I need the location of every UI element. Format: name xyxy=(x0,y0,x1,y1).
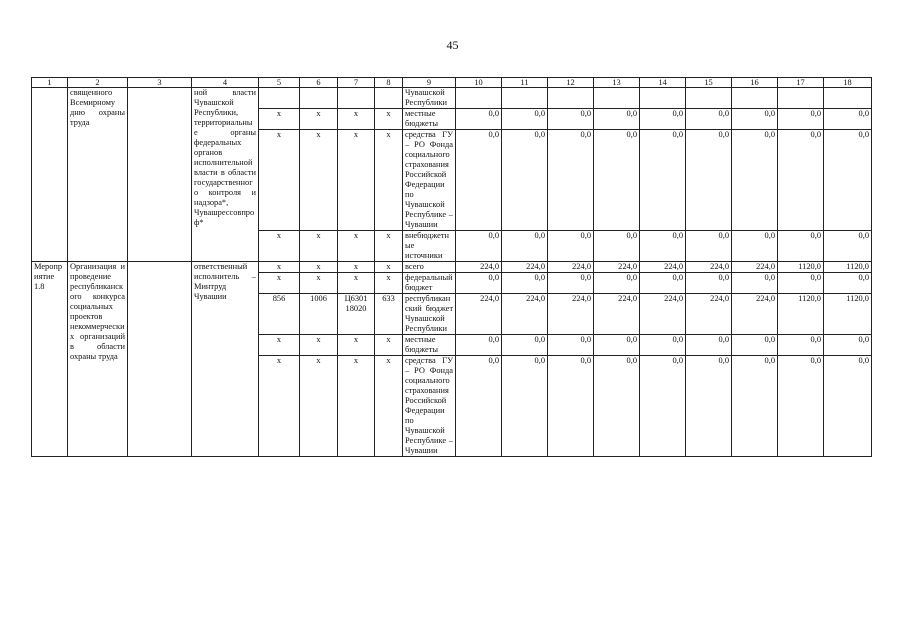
grbs-code-cell: x xyxy=(259,335,300,356)
source-cell: средства ГУ – РО Фонда социального страхования Российской Федерации по Чувашской Республике – Чувашии xyxy=(403,356,456,457)
header-cell: 16 xyxy=(732,78,778,88)
value-cell: 224,0 xyxy=(502,294,548,335)
target-code-cell: x xyxy=(338,231,375,262)
header-row xyxy=(32,78,872,88)
target-code-cell: x xyxy=(338,109,375,130)
grbs-code-cell: x xyxy=(259,356,300,457)
source-cell: федеральный бюджет xyxy=(403,273,456,294)
value-cell: 0,0 xyxy=(594,356,640,457)
value-cell: 0,0 xyxy=(732,356,778,457)
expense-code-cell: x xyxy=(375,356,403,457)
event-title-cell: Организация и проведение республиканского конкурса социальных проектов некоммерческих организаций в области охраны труда xyxy=(68,262,128,457)
value-cell: 0,0 xyxy=(732,109,778,130)
value-cell: 0,0 xyxy=(778,109,824,130)
target-code-cell: x xyxy=(338,262,375,273)
value-cell: 1120,0 xyxy=(824,294,872,335)
value-cell: 0,0 xyxy=(640,273,686,294)
value-cell: 0,0 xyxy=(456,273,502,294)
expense-code-cell: x xyxy=(375,231,403,262)
value-cell: 1120,0 xyxy=(778,294,824,335)
source-cell: всего xyxy=(403,262,456,273)
expense-code-cell: x xyxy=(375,335,403,356)
value-cell: 224,0 xyxy=(640,262,686,273)
value-cell: 0,0 xyxy=(594,273,640,294)
source-cell: республиканский бюджет Чувашской Республики xyxy=(403,294,456,335)
target-code-cell: x xyxy=(338,356,375,457)
value-cell: 0,0 xyxy=(686,109,732,130)
section-code-cell: x xyxy=(300,262,338,273)
value-cell: 224,0 xyxy=(502,262,548,273)
value-cell: 0,0 xyxy=(640,356,686,457)
table-row xyxy=(32,88,872,109)
header-cell: 11 xyxy=(502,78,548,88)
section-code-cell: x xyxy=(300,231,338,262)
grbs-code-cell: x xyxy=(259,273,300,294)
value-cell: 0,0 xyxy=(732,130,778,231)
value-cell: 0,0 xyxy=(778,356,824,457)
value-cell: 0,0 xyxy=(732,273,778,294)
value-cell: 0,0 xyxy=(502,231,548,262)
header-cell: 8 xyxy=(375,78,403,88)
value-cell: 0,0 xyxy=(594,335,640,356)
page-number: 45 xyxy=(446,38,459,52)
source-cell: Чувашской Республики xyxy=(403,88,456,109)
event-title-cell: священного Всемирному дню охраны труда xyxy=(68,88,128,262)
table-row xyxy=(32,262,872,273)
value-cell: 0,0 xyxy=(640,130,686,231)
value-cell: 0,0 xyxy=(456,109,502,130)
value-cell: 1120,0 xyxy=(778,262,824,273)
cell-col1 xyxy=(32,88,68,262)
value-cell: 0,0 xyxy=(548,231,594,262)
section-code-cell: x xyxy=(300,335,338,356)
value-cell: 0,0 xyxy=(778,130,824,231)
value-cell: 224,0 xyxy=(686,262,732,273)
value-cell: 224,0 xyxy=(640,294,686,335)
value-cell: 224,0 xyxy=(686,294,732,335)
value-cell: 0,0 xyxy=(502,335,548,356)
expense-code-cell: x xyxy=(375,130,403,231)
header-cell: 9 xyxy=(403,78,456,88)
value-cell: 0,0 xyxy=(640,231,686,262)
target-code-cell: x xyxy=(338,130,375,231)
value-cell: 0,0 xyxy=(732,231,778,262)
grbs-code-cell: x xyxy=(259,130,300,231)
section-code-cell: x xyxy=(300,273,338,294)
value-cell: 0,0 xyxy=(548,109,594,130)
value-cell: 224,0 xyxy=(456,262,502,273)
value-cell: 0,0 xyxy=(502,356,548,457)
source-cell: местные бюджеты xyxy=(403,335,456,356)
cell-col3 xyxy=(128,88,192,262)
value-cell: 0,0 xyxy=(824,130,872,231)
value-cell: 0,0 xyxy=(502,273,548,294)
header-cell: 10 xyxy=(456,78,502,88)
value-cell: 0,0 xyxy=(824,335,872,356)
value-cell: 0,0 xyxy=(548,273,594,294)
budget-table xyxy=(31,77,872,457)
value-cell: 224,0 xyxy=(548,294,594,335)
value-cell: 224,0 xyxy=(548,262,594,273)
value-cell: 0,0 xyxy=(640,335,686,356)
grbs-code-cell: x xyxy=(259,231,300,262)
value-cell: 224,0 xyxy=(594,294,640,335)
expense-code-cell: x xyxy=(375,262,403,273)
value-cell: 0,0 xyxy=(686,273,732,294)
header-cell: 3 xyxy=(128,78,192,88)
value-cell: 0,0 xyxy=(594,231,640,262)
value-cell: 0,0 xyxy=(456,335,502,356)
value-cell: 0,0 xyxy=(548,356,594,457)
value-cell: 0,0 xyxy=(686,356,732,457)
value-cell: 0,0 xyxy=(778,335,824,356)
value-cell: 0,0 xyxy=(824,231,872,262)
value-cell: 0,0 xyxy=(594,130,640,231)
value-cell: 0,0 xyxy=(456,130,502,231)
target-code-cell: x xyxy=(338,273,375,294)
grbs-code-cell: 856 xyxy=(259,294,300,335)
header-cell: 4 xyxy=(192,78,259,88)
header-cell: 13 xyxy=(594,78,640,88)
header-cell: 7 xyxy=(338,78,375,88)
value-cell: 0,0 xyxy=(824,109,872,130)
expense-code-cell: x xyxy=(375,273,403,294)
value-cell: 0,0 xyxy=(640,109,686,130)
target-code-cell: x xyxy=(338,335,375,356)
expense-code-cell: x xyxy=(375,109,403,130)
value-cell: 0,0 xyxy=(456,356,502,457)
value-cell: 0,0 xyxy=(686,130,732,231)
value-cell: 224,0 xyxy=(456,294,502,335)
value-cell: 1120,0 xyxy=(824,262,872,273)
section-code-cell: 1006 xyxy=(300,294,338,335)
expense-code-cell: 633 xyxy=(375,294,403,335)
value-cell: 0,0 xyxy=(824,356,872,457)
header-cell: 5 xyxy=(259,78,300,88)
header-cell: 1 xyxy=(32,78,68,88)
value-cell: 224,0 xyxy=(732,294,778,335)
header-cell: 15 xyxy=(686,78,732,88)
grbs-code-cell: x xyxy=(259,262,300,273)
target-code-cell: Ц6301 18020 xyxy=(338,294,375,335)
header-cell: 12 xyxy=(548,78,594,88)
source-cell: местные бюджеты xyxy=(403,109,456,130)
value-cell: 0,0 xyxy=(686,231,732,262)
value-cell: 0,0 xyxy=(778,273,824,294)
section-code-cell: x xyxy=(300,130,338,231)
executor-cell: ответственный исполнитель – Минтруд Чувашии xyxy=(192,262,259,457)
header-cell: 14 xyxy=(640,78,686,88)
section-code-cell: x xyxy=(300,356,338,457)
value-cell: 0,0 xyxy=(824,273,872,294)
executor-cell: ной власти Чувашской Республики, территориальные органы федеральных органов исполнительной власти в области государственного контроля и надзора*, Чувашрессовпроф* xyxy=(192,88,259,262)
source-cell: внебюджетные источники xyxy=(403,231,456,262)
cell-col3 xyxy=(128,262,192,457)
value-cell: 0,0 xyxy=(502,109,548,130)
section-code-cell: x xyxy=(300,109,338,130)
value-cell: 0,0 xyxy=(548,130,594,231)
source-cell: средства ГУ – РО Фонда социального страхования Российской Федерации по Чувашской Республике – Чувашии xyxy=(403,130,456,231)
value-cell: 0,0 xyxy=(594,109,640,130)
value-cell: 224,0 xyxy=(594,262,640,273)
header-cell: 18 xyxy=(824,78,872,88)
value-cell: 0,0 xyxy=(502,130,548,231)
value-cell: 0,0 xyxy=(732,335,778,356)
value-cell: 224,0 xyxy=(732,262,778,273)
header-cell: 2 xyxy=(68,78,128,88)
event-number-cell: Мероприятие 1.8 xyxy=(32,262,68,457)
header-cell: 6 xyxy=(300,78,338,88)
grbs-code-cell: x xyxy=(259,109,300,130)
value-cell: 0,0 xyxy=(778,231,824,262)
value-cell: 0,0 xyxy=(686,335,732,356)
value-cell: 0,0 xyxy=(456,231,502,262)
header-cell: 17 xyxy=(778,78,824,88)
value-cell: 0,0 xyxy=(548,335,594,356)
